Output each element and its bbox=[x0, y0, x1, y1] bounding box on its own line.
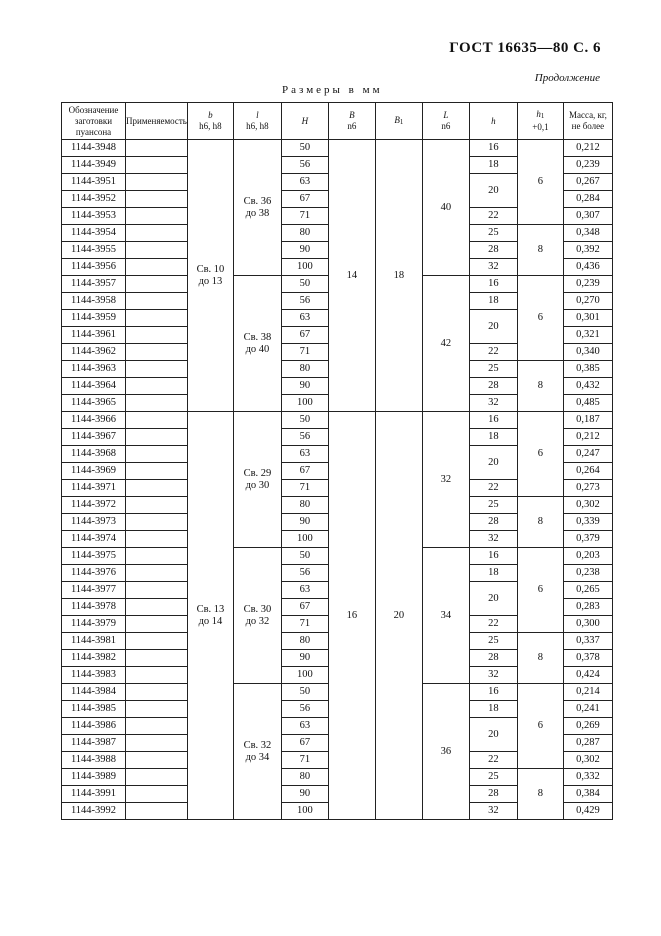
cell-H: 67 bbox=[281, 463, 328, 480]
cell-mass: 0,267 bbox=[563, 174, 612, 191]
cell-H: 90 bbox=[281, 650, 328, 667]
cell-h1: 6 bbox=[517, 276, 563, 361]
cell-H: 80 bbox=[281, 769, 328, 786]
cell-designation: 1144-3968 bbox=[62, 446, 126, 463]
header-h1-symbol: h bbox=[536, 109, 541, 119]
cell-H: 90 bbox=[281, 378, 328, 395]
cell-H: 100 bbox=[281, 259, 328, 276]
cell-L: 40 bbox=[422, 140, 469, 276]
cell-usage bbox=[126, 327, 188, 344]
cell-designation: 1144-3963 bbox=[62, 361, 126, 378]
cell-h1: 8 bbox=[517, 769, 563, 820]
cell-l-range bbox=[233, 140, 281, 276]
table-caption: Размеры в мм bbox=[282, 84, 383, 96]
cell-l-range bbox=[233, 684, 281, 820]
cell-designation: 1144-3974 bbox=[62, 531, 126, 548]
cell-H: 80 bbox=[281, 633, 328, 650]
cell-H: 63 bbox=[281, 310, 328, 327]
cell-mass: 0,337 bbox=[563, 633, 612, 650]
header-H bbox=[281, 103, 328, 140]
header-l-tolerance: h6, h8 bbox=[246, 121, 269, 131]
cell-usage bbox=[126, 429, 188, 446]
cell-h: 18 bbox=[469, 293, 517, 310]
cell-h: 16 bbox=[469, 412, 517, 429]
cell-h: 18 bbox=[469, 565, 517, 582]
header-designation: Обозначение заготовки пуансона bbox=[62, 103, 126, 140]
cell-h: 18 bbox=[469, 701, 517, 718]
cell-usage bbox=[126, 361, 188, 378]
cell-h: 28 bbox=[469, 242, 517, 259]
cell-mass: 0,307 bbox=[563, 208, 612, 225]
cell-usage bbox=[126, 395, 188, 412]
cell-H: 71 bbox=[281, 208, 328, 225]
cell-B: 16 bbox=[328, 412, 375, 820]
range-line: до 30 bbox=[245, 479, 270, 491]
cell-h: 16 bbox=[469, 684, 517, 701]
cell-mass: 0,392 bbox=[563, 242, 612, 259]
cell-h: 25 bbox=[469, 769, 517, 786]
cell-designation: 1144-3964 bbox=[62, 378, 126, 395]
cell-designation: 1144-3985 bbox=[62, 701, 126, 718]
header-b-symbol: b bbox=[208, 110, 213, 120]
cell-mass: 0,300 bbox=[563, 616, 612, 633]
cell-mass: 0,214 bbox=[563, 684, 612, 701]
header-B1-symbol: B bbox=[394, 114, 400, 125]
cell-mass: 0,301 bbox=[563, 310, 612, 327]
cell-H: 50 bbox=[281, 548, 328, 565]
cell-b-range bbox=[187, 412, 233, 820]
cell-mass: 0,332 bbox=[563, 769, 612, 786]
cell-H: 50 bbox=[281, 140, 328, 157]
range-line: Св. 36 bbox=[243, 195, 272, 207]
cell-mass: 0,284 bbox=[563, 191, 612, 208]
cell-h: 32 bbox=[469, 803, 517, 820]
cell-H: 100 bbox=[281, 803, 328, 820]
cell-designation: 1144-3978 bbox=[62, 599, 126, 616]
cell-usage bbox=[126, 157, 188, 174]
range-line: до 34 bbox=[245, 751, 270, 763]
header-B1-subscript: 1 bbox=[399, 117, 404, 126]
cell-designation: 1144-3965 bbox=[62, 395, 126, 412]
cell-mass: 0,340 bbox=[563, 344, 612, 361]
cell-mass: 0,212 bbox=[563, 429, 612, 446]
header-b-tolerance: h6, h8 bbox=[199, 121, 222, 131]
range-line: до 40 bbox=[245, 343, 270, 355]
cell-H: 63 bbox=[281, 718, 328, 735]
header-l bbox=[233, 103, 281, 140]
table-body bbox=[62, 140, 613, 820]
cell-H: 100 bbox=[281, 667, 328, 684]
cell-mass: 0,238 bbox=[563, 565, 612, 582]
cell-h: 28 bbox=[469, 650, 517, 667]
header-h1-tolerance: +0,1 bbox=[532, 122, 549, 132]
header-B bbox=[328, 103, 375, 140]
cell-H: 56 bbox=[281, 293, 328, 310]
cell-usage bbox=[126, 344, 188, 361]
header-h bbox=[469, 103, 517, 140]
cell-H: 80 bbox=[281, 225, 328, 242]
cell-mass: 0,265 bbox=[563, 582, 612, 599]
cell-mass: 0,485 bbox=[563, 395, 612, 412]
cell-H: 56 bbox=[281, 429, 328, 446]
cell-mass: 0,270 bbox=[563, 293, 612, 310]
cell-h: 22 bbox=[469, 208, 517, 225]
cell-mass: 0,339 bbox=[563, 514, 612, 531]
cell-h: 20 bbox=[469, 446, 517, 480]
cell-mass: 0,269 bbox=[563, 718, 612, 735]
cell-usage bbox=[126, 548, 188, 565]
cell-h1: 8 bbox=[517, 361, 563, 412]
cell-h1: 8 bbox=[517, 633, 563, 684]
cell-H: 71 bbox=[281, 752, 328, 769]
cell-h: 28 bbox=[469, 786, 517, 803]
header-l-symbol: l bbox=[256, 110, 259, 120]
cell-usage bbox=[126, 378, 188, 395]
cell-h: 20 bbox=[469, 582, 517, 616]
header-h1 bbox=[517, 103, 563, 140]
cell-designation: 1144-3962 bbox=[62, 344, 126, 361]
cell-h: 20 bbox=[469, 718, 517, 752]
cell-usage bbox=[126, 446, 188, 463]
table-header-row bbox=[62, 103, 613, 140]
cell-usage bbox=[126, 140, 188, 157]
header-h1-subscript: 1 bbox=[540, 112, 545, 120]
cell-h1: 6 bbox=[517, 412, 563, 497]
cell-h: 25 bbox=[469, 361, 517, 378]
cell-designation: 1144-3973 bbox=[62, 514, 126, 531]
cell-designation: 1144-3981 bbox=[62, 633, 126, 650]
cell-designation: 1144-3948 bbox=[62, 140, 126, 157]
cell-B: 14 bbox=[328, 140, 375, 412]
cell-b-range bbox=[187, 140, 233, 412]
cell-designation: 1144-3956 bbox=[62, 259, 126, 276]
cell-usage bbox=[126, 225, 188, 242]
cell-designation: 1144-3953 bbox=[62, 208, 126, 225]
cell-mass: 0,273 bbox=[563, 480, 612, 497]
cell-h: 20 bbox=[469, 310, 517, 344]
cell-usage bbox=[126, 259, 188, 276]
table-row bbox=[62, 412, 613, 429]
cell-h: 22 bbox=[469, 344, 517, 361]
header-usage: Применяемость bbox=[126, 103, 188, 140]
cell-designation: 1144-3977 bbox=[62, 582, 126, 599]
table-row bbox=[62, 140, 613, 157]
cell-usage bbox=[126, 616, 188, 633]
cell-designation: 1144-3987 bbox=[62, 735, 126, 752]
cell-designation: 1144-3988 bbox=[62, 752, 126, 769]
cell-mass: 0,187 bbox=[563, 412, 612, 429]
cell-mass: 0,378 bbox=[563, 650, 612, 667]
cell-designation: 1144-3969 bbox=[62, 463, 126, 480]
cell-H: 67 bbox=[281, 599, 328, 616]
cell-usage bbox=[126, 514, 188, 531]
cell-mass: 0,302 bbox=[563, 752, 612, 769]
cell-mass: 0,436 bbox=[563, 259, 612, 276]
cell-mass: 0,203 bbox=[563, 548, 612, 565]
cell-designation: 1144-3959 bbox=[62, 310, 126, 327]
cell-designation: 1144-3949 bbox=[62, 157, 126, 174]
cell-designation: 1144-3955 bbox=[62, 242, 126, 259]
cell-designation: 1144-3954 bbox=[62, 225, 126, 242]
cell-h: 25 bbox=[469, 633, 517, 650]
range-line: Св. 30 bbox=[243, 603, 272, 615]
cell-mass: 0,239 bbox=[563, 157, 612, 174]
range-line: до 14 bbox=[198, 615, 223, 627]
cell-h: 28 bbox=[469, 514, 517, 531]
cell-usage bbox=[126, 803, 188, 820]
cell-h: 22 bbox=[469, 480, 517, 497]
cell-h1: 8 bbox=[517, 225, 563, 276]
cell-usage bbox=[126, 582, 188, 599]
cell-designation: 1144-3958 bbox=[62, 293, 126, 310]
cell-H: 67 bbox=[281, 191, 328, 208]
cell-mass: 0,379 bbox=[563, 531, 612, 548]
cell-mass: 0,264 bbox=[563, 463, 612, 480]
cell-H: 71 bbox=[281, 344, 328, 361]
cell-usage bbox=[126, 412, 188, 429]
cell-h: 28 bbox=[469, 378, 517, 395]
cell-usage bbox=[126, 718, 188, 735]
cell-usage bbox=[126, 191, 188, 208]
cell-h: 22 bbox=[469, 752, 517, 769]
range-line: Св. 13 bbox=[196, 603, 225, 615]
cell-h: 22 bbox=[469, 616, 517, 633]
cell-designation: 1144-3992 bbox=[62, 803, 126, 820]
cell-h1: 6 bbox=[517, 548, 563, 633]
cell-H: 50 bbox=[281, 684, 328, 701]
cell-designation: 1144-3979 bbox=[62, 616, 126, 633]
cell-designation: 1144-3952 bbox=[62, 191, 126, 208]
cell-usage bbox=[126, 480, 188, 497]
cell-H: 56 bbox=[281, 701, 328, 718]
cell-H: 90 bbox=[281, 786, 328, 803]
page-header: ГОСТ 16635—80 С. 6 bbox=[449, 40, 601, 56]
header-L-symbol: L bbox=[443, 110, 449, 120]
cell-L: 34 bbox=[422, 548, 469, 684]
cell-usage bbox=[126, 174, 188, 191]
cell-L: 32 bbox=[422, 412, 469, 548]
cell-l-range bbox=[233, 548, 281, 684]
header-h-symbol: h bbox=[491, 115, 496, 126]
cell-h: 16 bbox=[469, 548, 517, 565]
cell-usage bbox=[126, 208, 188, 225]
cell-B1: 20 bbox=[375, 412, 422, 820]
cell-designation: 1144-3984 bbox=[62, 684, 126, 701]
cell-usage bbox=[126, 633, 188, 650]
header-b bbox=[187, 103, 233, 140]
cell-mass: 0,239 bbox=[563, 276, 612, 293]
cell-usage bbox=[126, 276, 188, 293]
range-line: до 13 bbox=[198, 275, 223, 287]
range-line: Св. 29 bbox=[243, 467, 272, 479]
cell-H: 100 bbox=[281, 395, 328, 412]
range-line: Св. 10 bbox=[196, 263, 225, 275]
cell-usage bbox=[126, 497, 188, 514]
cell-mass: 0,302 bbox=[563, 497, 612, 514]
cell-usage bbox=[126, 242, 188, 259]
cell-h: 18 bbox=[469, 429, 517, 446]
cell-usage bbox=[126, 701, 188, 718]
cell-H: 63 bbox=[281, 174, 328, 191]
cell-usage bbox=[126, 752, 188, 769]
cell-H: 90 bbox=[281, 242, 328, 259]
cell-designation: 1144-3967 bbox=[62, 429, 126, 446]
cell-usage bbox=[126, 310, 188, 327]
cell-B1: 18 bbox=[375, 140, 422, 412]
range-line: Св. 38 bbox=[243, 331, 272, 343]
cell-H: 71 bbox=[281, 480, 328, 497]
cell-H: 71 bbox=[281, 616, 328, 633]
cell-mass: 0,432 bbox=[563, 378, 612, 395]
cell-mass: 0,241 bbox=[563, 701, 612, 718]
cell-mass: 0,247 bbox=[563, 446, 612, 463]
header-B1 bbox=[375, 103, 422, 140]
range-line: Св. 32 bbox=[243, 739, 272, 751]
cell-H: 100 bbox=[281, 531, 328, 548]
cell-usage bbox=[126, 667, 188, 684]
cell-mass: 0,283 bbox=[563, 599, 612, 616]
cell-h: 25 bbox=[469, 497, 517, 514]
cell-usage bbox=[126, 565, 188, 582]
range-line: до 38 bbox=[245, 207, 270, 219]
cell-H: 50 bbox=[281, 412, 328, 429]
cell-mass: 0,384 bbox=[563, 786, 612, 803]
cell-H: 67 bbox=[281, 327, 328, 344]
cell-usage bbox=[126, 463, 188, 480]
cell-H: 56 bbox=[281, 565, 328, 582]
cell-usage bbox=[126, 684, 188, 701]
cell-designation: 1144-3966 bbox=[62, 412, 126, 429]
cell-designation: 1144-3989 bbox=[62, 769, 126, 786]
cell-mass: 0,287 bbox=[563, 735, 612, 752]
cell-usage bbox=[126, 293, 188, 310]
header-B-tolerance: n6 bbox=[347, 121, 357, 131]
cell-mass: 0,321 bbox=[563, 327, 612, 344]
cell-H: 63 bbox=[281, 582, 328, 599]
cell-mass: 0,424 bbox=[563, 667, 612, 684]
cell-mass: 0,212 bbox=[563, 140, 612, 157]
cell-H: 67 bbox=[281, 735, 328, 752]
cell-L: 36 bbox=[422, 684, 469, 820]
cell-H: 80 bbox=[281, 361, 328, 378]
cell-H: 63 bbox=[281, 446, 328, 463]
header-B-symbol: B bbox=[349, 110, 355, 120]
cell-usage bbox=[126, 786, 188, 803]
cell-h: 16 bbox=[469, 140, 517, 157]
cell-usage bbox=[126, 650, 188, 667]
cell-usage bbox=[126, 769, 188, 786]
cell-designation: 1144-3961 bbox=[62, 327, 126, 344]
header-mass: Масса, кг, не более bbox=[563, 103, 612, 140]
cell-h1: 6 bbox=[517, 684, 563, 769]
cell-mass: 0,348 bbox=[563, 225, 612, 242]
cell-designation: 1144-3976 bbox=[62, 565, 126, 582]
cell-l-range bbox=[233, 276, 281, 412]
cell-H: 80 bbox=[281, 497, 328, 514]
cell-usage bbox=[126, 735, 188, 752]
cell-h1: 6 bbox=[517, 140, 563, 225]
header-L-tolerance: n6 bbox=[441, 121, 451, 131]
cell-designation: 1144-3951 bbox=[62, 174, 126, 191]
header-L bbox=[422, 103, 469, 140]
cell-h: 25 bbox=[469, 225, 517, 242]
cell-H: 50 bbox=[281, 276, 328, 293]
cell-designation: 1144-3983 bbox=[62, 667, 126, 684]
cell-h: 32 bbox=[469, 531, 517, 548]
cell-h: 16 bbox=[469, 276, 517, 293]
cell-designation: 1144-3971 bbox=[62, 480, 126, 497]
cell-h: 32 bbox=[469, 259, 517, 276]
cell-h: 20 bbox=[469, 174, 517, 208]
cell-usage bbox=[126, 599, 188, 616]
cell-designation: 1144-3986 bbox=[62, 718, 126, 735]
continued-label: Продолжение bbox=[534, 72, 600, 84]
dimensions-table bbox=[61, 102, 613, 820]
cell-mass: 0,429 bbox=[563, 803, 612, 820]
cell-H: 56 bbox=[281, 157, 328, 174]
cell-L: 42 bbox=[422, 276, 469, 412]
header-H-symbol: H bbox=[301, 115, 309, 126]
cell-usage bbox=[126, 531, 188, 548]
cell-mass: 0,385 bbox=[563, 361, 612, 378]
cell-H: 90 bbox=[281, 514, 328, 531]
cell-h: 32 bbox=[469, 395, 517, 412]
cell-designation: 1144-3957 bbox=[62, 276, 126, 293]
cell-h: 18 bbox=[469, 157, 517, 174]
cell-designation: 1144-3975 bbox=[62, 548, 126, 565]
cell-l-range bbox=[233, 412, 281, 548]
range-line: до 32 bbox=[245, 615, 270, 627]
cell-designation: 1144-3982 bbox=[62, 650, 126, 667]
cell-designation: 1144-3991 bbox=[62, 786, 126, 803]
cell-h1: 8 bbox=[517, 497, 563, 548]
cell-designation: 1144-3972 bbox=[62, 497, 126, 514]
cell-h: 32 bbox=[469, 667, 517, 684]
